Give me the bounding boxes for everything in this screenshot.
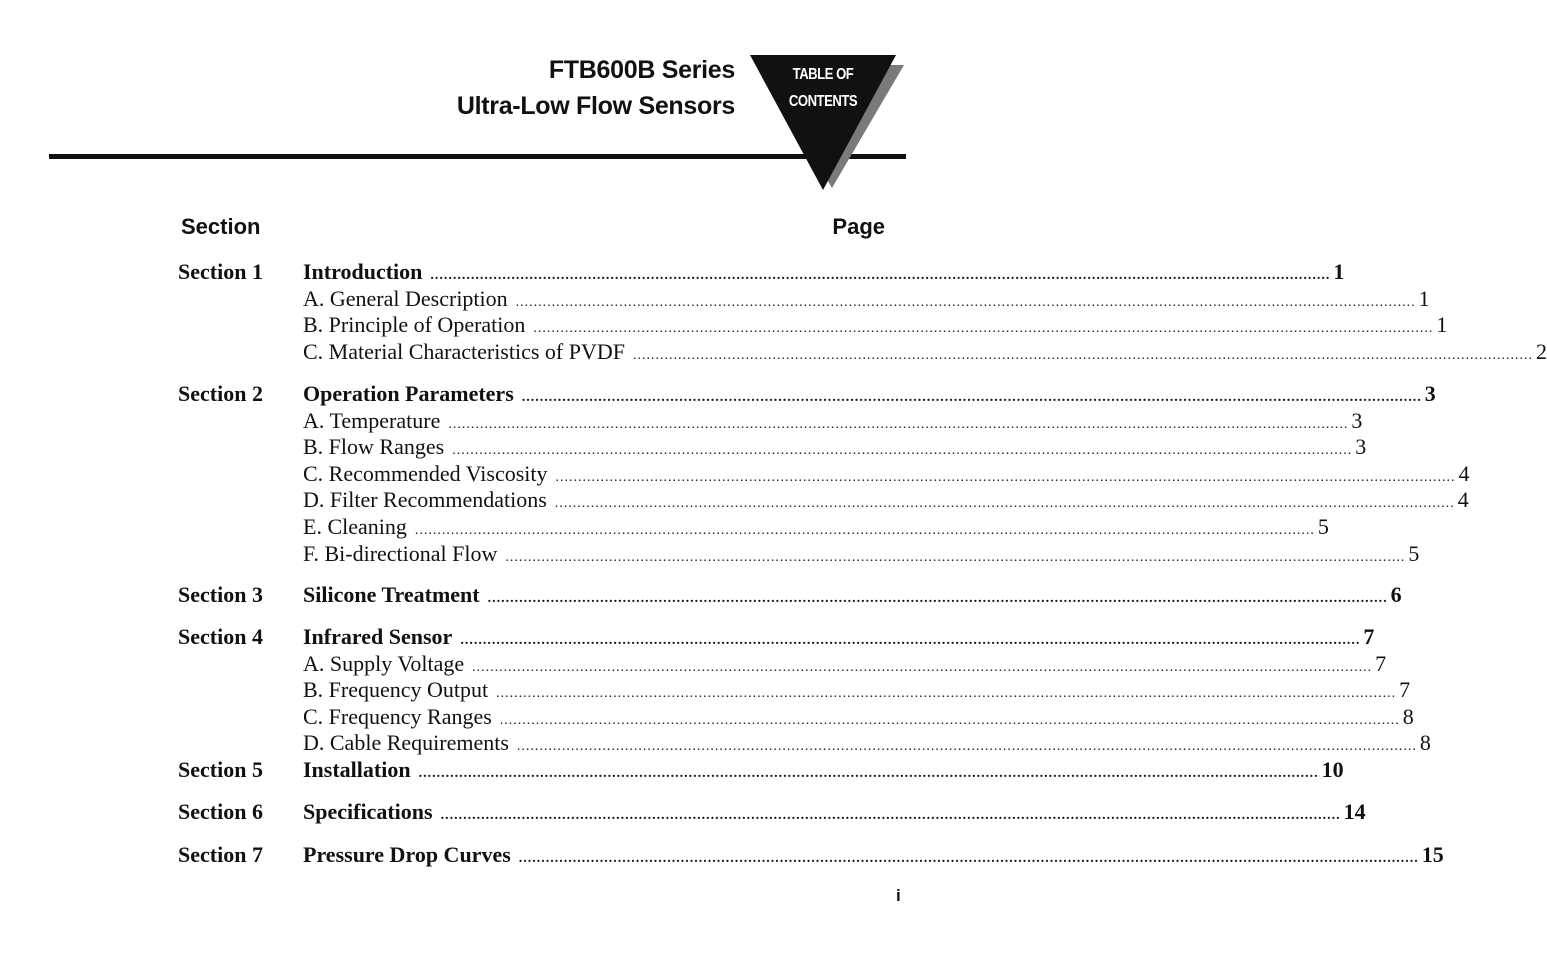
title-line-2: Ultra-Low Flow Sensors <box>456 92 735 120</box>
document-title <box>457 52 735 124</box>
section-label: Section 7 <box>178 842 263 867</box>
dot-leader: ........................................................................................................................................................................................................ <box>496 686 1397 702</box>
toc-subsection-entry <box>303 703 1414 730</box>
toc-subsection-entry <box>303 311 1448 338</box>
toc-section-entry <box>303 380 1436 407</box>
dot-leader: ........................................................................................................................................................................................................ <box>533 321 1434 337</box>
toc-subsection-entry <box>303 676 1411 703</box>
toc-entry-page: 14 <box>1343 799 1366 824</box>
toc-section-entry <box>303 581 1402 608</box>
toc-subsection-entry <box>303 540 1420 567</box>
toc-subsection-entry <box>303 285 1430 312</box>
toc-entry-page: 4 <box>1458 460 1470 486</box>
toc-entry-page: 8 <box>1402 703 1414 729</box>
dot-leader: ........................................................................................................................................................................................................ <box>430 268 1331 283</box>
dot-leader: ........................................................................................................................................................................................................ <box>487 591 1388 606</box>
toc-entry-page: 7 <box>1375 650 1387 676</box>
toc-entry-page: 7 <box>1363 624 1375 649</box>
toc-section-entry <box>303 756 1344 783</box>
toc-entry-page: 3 <box>1351 407 1363 433</box>
dot-leader: ........................................................................................................................................................................................................ <box>521 390 1422 405</box>
dot-leader: ........................................................................................................................................................................................................ <box>518 851 1419 866</box>
toc-entry-title: D. Cable Requirements <box>303 730 509 756</box>
toc-entry-page: 3 <box>1355 434 1367 460</box>
toc-section-entry <box>303 623 1375 650</box>
toc-entry-title: C. Frequency Ranges <box>303 703 492 729</box>
dot-leader: ........................................................................................................................................................................................................ <box>516 739 1417 755</box>
toc-entry-title: Introduction <box>303 259 423 284</box>
toc-entry-page: 1 <box>1418 285 1430 311</box>
dot-leader: ........................................................................................................................................................................................................ <box>554 496 1455 512</box>
dot-leader: ........................................................................................................................................................................................................ <box>505 549 1406 565</box>
toc-entry-title: Infrared Sensor <box>303 624 453 649</box>
toc-subsection-entry <box>303 433 1367 460</box>
toc-subsection-entry <box>303 460 1470 487</box>
section-column-heading: Section <box>181 214 261 239</box>
page-number: i <box>896 886 901 905</box>
dot-leader: ........................................................................................................................................................................................................ <box>448 416 1349 432</box>
toc-entry-title: B. Flow Ranges <box>303 434 445 460</box>
dot-leader: ........................................................................................................................................................................................................ <box>440 808 1341 823</box>
toc-section-entry <box>303 798 1366 825</box>
toc-entry-page: 8 <box>1419 730 1431 756</box>
dot-leader: ........................................................................................................................................................................................................ <box>633 347 1533 363</box>
section-label: Section 1 <box>178 259 263 284</box>
toc-entry-title: Operation Parameters <box>303 381 514 406</box>
toc-entry-title: B. Frequency Output <box>303 677 489 703</box>
toc-entry-title: Silicone Treatment <box>303 582 480 607</box>
dot-leader: ........................................................................................................................................................................................................ <box>555 469 1456 485</box>
badge-label <box>750 61 896 115</box>
toc-entry-page: 5 <box>1317 514 1329 539</box>
toc-subsection-entry <box>303 650 1387 677</box>
toc-entry-page: 2 <box>1536 338 1547 364</box>
page-column-heading: Page <box>832 214 885 239</box>
dot-leader: ........................................................................................................................................................................................................ <box>414 523 1315 538</box>
toc-entry-page: 3 <box>1424 381 1436 406</box>
dot-leader: ........................................................................................................................................................................................................ <box>499 712 1400 728</box>
section-label: Section 4 <box>178 624 263 649</box>
toc-entry-page: 15 <box>1421 842 1444 867</box>
section-label: Section 6 <box>178 799 263 824</box>
toc-section-entry <box>303 258 1345 285</box>
toc-entry-title: A. Supply Voltage <box>303 650 465 676</box>
toc-section-entry <box>303 841 1444 868</box>
toc-entry-title: Specifications <box>303 799 433 824</box>
section-label: Section 5 <box>178 757 263 782</box>
toc-entry-title: Pressure Drop Curves <box>303 842 511 867</box>
toc-subsection-entry <box>303 407 1363 434</box>
toc-entry-title: B. Principle of Operation <box>303 312 526 338</box>
toc-entry-title: F. Bi-directional Flow <box>303 540 498 566</box>
toc-entry-title: A. General Description <box>303 285 508 311</box>
toc-entry-page: 4 <box>1457 487 1469 513</box>
title-line-1: FTB600B Series <box>548 56 735 84</box>
section-label: Section 3 <box>178 582 263 607</box>
table-of-contents-badge <box>748 54 908 194</box>
dot-leader: ........................................................................................................................................................................................................ <box>515 294 1416 310</box>
section-label: Section 2 <box>178 381 263 406</box>
toc-entry-page: 6 <box>1390 582 1402 607</box>
toc-entry-title: D. Filter Recommendations <box>303 487 547 513</box>
toc-entry-page: 1 <box>1333 259 1345 284</box>
toc-entry-title: A. Temperature <box>303 407 441 433</box>
dot-leader: ........................................................................................................................................................................................................ <box>472 659 1373 675</box>
toc-subsection-entry <box>303 486 1469 513</box>
dot-leader: ........................................................................................................................................................................................................ <box>460 633 1361 648</box>
dot-leader: ........................................................................................................................................................................................................ <box>418 766 1319 781</box>
toc-entry-page: 7 <box>1399 677 1411 703</box>
toc-entry-page: 10 <box>1321 757 1344 782</box>
badge-line-1: TABLE OF <box>792 66 854 83</box>
toc-entry-title: C. Material Characteristics of PVDF <box>303 338 625 364</box>
toc-subsection-entry <box>303 338 1547 365</box>
dot-leader: ........................................................................................................................................................................................................ <box>452 443 1353 459</box>
toc-entry-title: E. Cleaning <box>303 514 407 539</box>
toc-subsection-entry <box>303 729 1431 756</box>
toc-entry-page: 5 <box>1408 540 1420 566</box>
toc-entry-title: Installation <box>303 757 411 782</box>
toc-entry-title: C. Recommended Viscosity <box>303 460 548 486</box>
toc-entry-page: 1 <box>1436 312 1448 338</box>
badge-line-2: CONTENTS <box>788 93 858 110</box>
toc-subsection-entry <box>303 513 1329 540</box>
